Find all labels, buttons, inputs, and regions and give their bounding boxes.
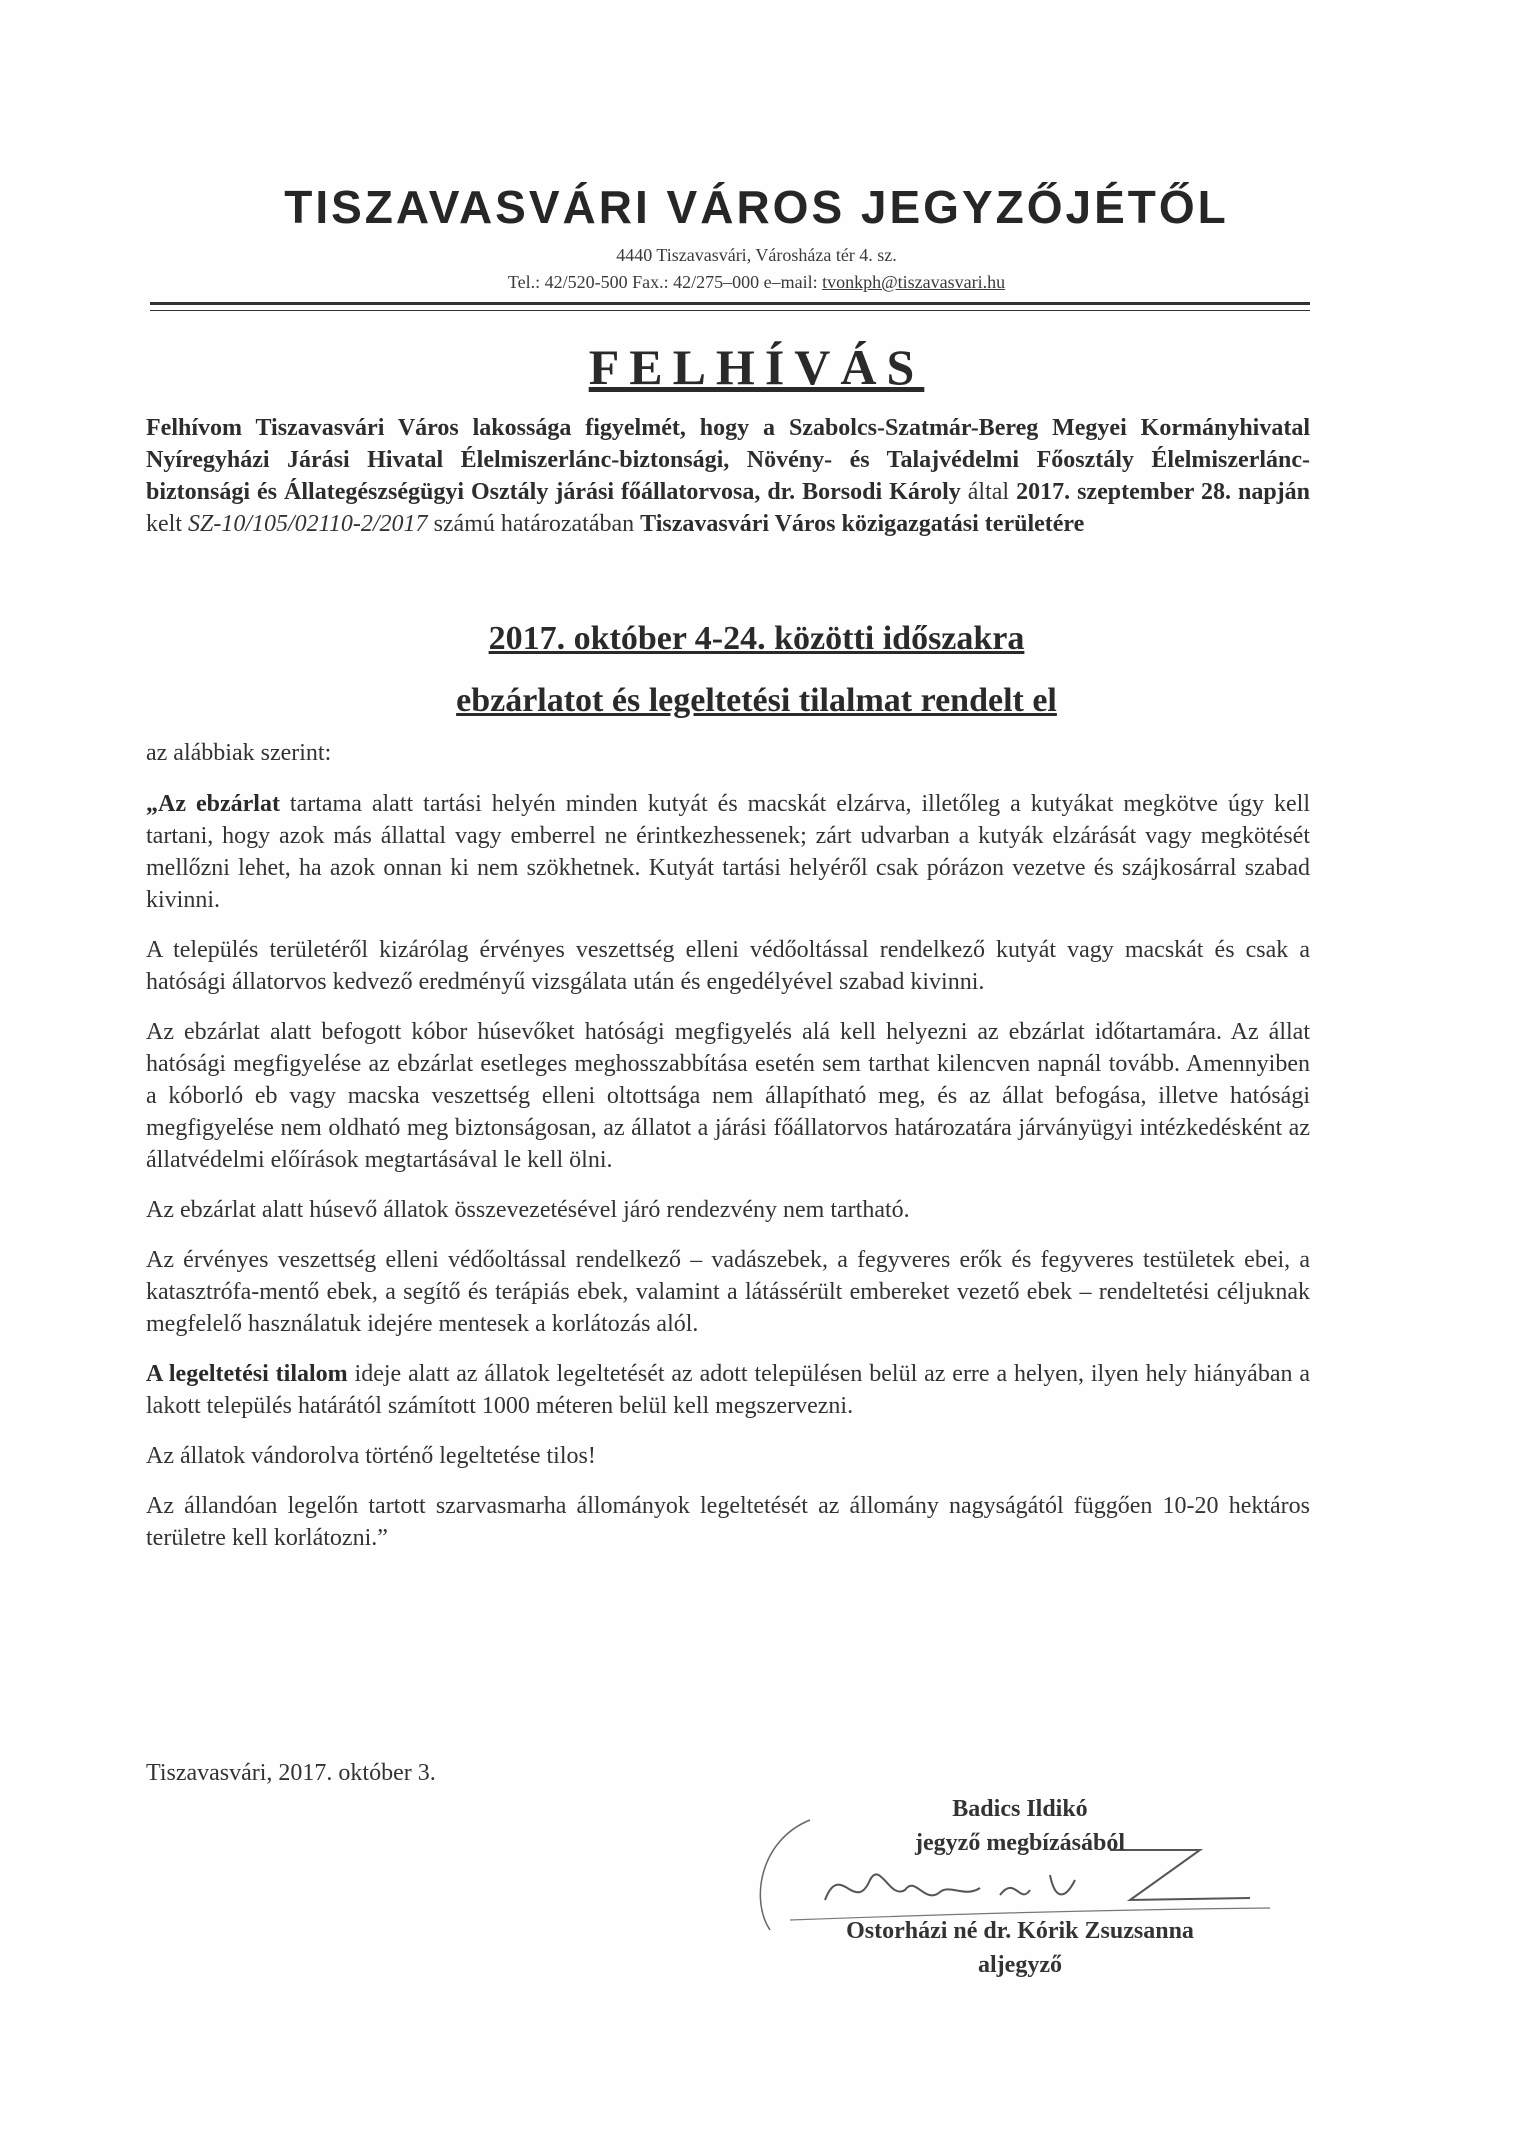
paragraph-6-bold: A legeltetési tilalom xyxy=(146,1361,348,1387)
intro-reference-number: SZ-10/105/02110-2/2017 xyxy=(188,511,428,537)
letterhead-rule-thin xyxy=(150,310,1310,311)
dateline: Tiszavasvári, 2017. október 3. xyxy=(146,1760,436,1786)
intro-territory: Tiszavasvári Város közigazgatási területére xyxy=(640,511,1085,537)
paragraph-2: A település területéről kizárólag érvényes veszettség elleni védőoltással rendelkező kutyát vagy macskát és csak a hatósági állatorvos kedvező eredményű vizsgálata után és engedélyével szabad kivinni. xyxy=(146,937,1310,995)
intro-paragraph xyxy=(146,412,1310,540)
letterhead-title: TISZAVASVÁRI VÁROS JEGYZŐJÉTŐL xyxy=(284,181,1229,233)
intro-text-3: számú határozatában xyxy=(427,511,641,537)
paragraph-6-text: ideje alatt az állatok legeltetését az adott településen belül az erre a helyen, ilyen hely hiányában a lakott település határától számított 1000 méteren belül kell megszervezni. xyxy=(146,1361,1311,1419)
notice-body xyxy=(146,788,1310,1572)
paragraph-3: Az ebzárlat alatt befogott kóbor húsevőket hatósági megfigyelés alá kell helyezni az ebzárlat időtartamára. Az állat hatósági megfigyelése az ebzárlat esetleges meghosszabbítása esetén sem tarthat kilencven napnál tovább. Amennyiben a kóborló eb vagy macska veszettség elleni oltottsága nem állapítható meg, és az állat befogása, illetve hatósági megfigyelése nem oldható meg biztonságosan, az állatot a járási főállatorvos határozatára járványügyi intézkedésként az állatvédelmi előírások megtartásával le kell ölni. xyxy=(146,1019,1310,1173)
letterhead-rule-thick xyxy=(150,302,1310,305)
order-subheading: ebzárlatot és legeltetési tilalmat rendelt el xyxy=(456,682,1057,719)
intro-bold-1: Felhívom Tiszavasvári Város lakossága figyelmét, hogy a Szabolcs-Szatmár-Bereg Megyei Kormányhivatal Nyíregyházi Járási Hivatal Élelmiszerlánc-biztonsági, Növény- és Talajvédelmi Főosztály Élelmiszerlánc-biztonsági és Állategészségügyi Osztály járási főállatorvosa, dr. Borsodi Károly xyxy=(146,415,1310,505)
paragraph-1-bold: „Az ebzárlat xyxy=(146,791,280,817)
signature-on-behalf: jegyző megbízásából xyxy=(915,1830,1125,1856)
paragraph-6 xyxy=(146,1358,1310,1422)
period-subheading: 2017. október 4-24. közötti időszakra xyxy=(488,620,1025,657)
signature-signer: Ostorházi né dr. Kórik Zsuzsanna xyxy=(846,1918,1194,1944)
letterhead-contact xyxy=(0,272,1513,293)
signature-title: aljegyző xyxy=(978,1952,1062,1978)
contact-phone-fax: Tel.: 42/520-500 Fax.: 42/275–000 e–mail: xyxy=(507,272,823,292)
letterhead-address: 4440 Tiszavasvári, Városháza tér 4. sz. xyxy=(616,245,897,265)
paragraph-4: Az ebzárlat alatt húsevő állatok összevezetésével járó rendezvény nem tartható. xyxy=(146,1197,910,1223)
paragraph-1 xyxy=(146,788,1310,916)
paragraph-8: Az állandóan legelőn tartott szarvasmarha állományok legeltetését az állomány nagyságától függően 10-20 hektáros területre kell korlátozni.” xyxy=(146,1493,1310,1551)
intro-date: 2017. szeptember 28. napján xyxy=(1016,479,1311,505)
intro-text-1: által xyxy=(960,479,1017,505)
notice-heading: FELHÍVÁS xyxy=(588,339,925,395)
paragraph-1-text: tartama alatt tartási helyén minden kutyát és macskát elzárva, illetőleg a kutyákat megkötve úgy kell tartani, hogy azok más állattal vagy emberrel ne érintkezhessenek; zárt udvarban a kutyák elzárását vagy megkötését mellőzni lehet, ha azok onnan ki nem szökhetnek. Kutyát tartási helyéről csak pórázon vezetve és szájkosárral szabad kivinni. xyxy=(146,791,1311,913)
paragraph-7: Az állatok vándorolva történő legeltetése tilos! xyxy=(146,1443,596,1469)
paragraph-5: Az érvényes veszettség elleni védőoltással rendelkező – vadászebek, a fegyveres erők és fegyveres testületek ebei, a katasztrófa-mentő ebek, a segítő és terápiás ebek, valamint a látássérült embereket vezető ebek – rendeltetési céljuknak megfelelő használatuk idejére mentesek a korlátozás alól. xyxy=(146,1247,1310,1337)
lead-text: az alábbiak szerint: xyxy=(146,740,332,766)
intro-text-2: kelt xyxy=(146,511,188,537)
email-link[interactable]: tvonkph@tiszavasvari.hu xyxy=(822,272,1006,292)
signature-name: Badics Ildikó xyxy=(952,1796,1088,1822)
